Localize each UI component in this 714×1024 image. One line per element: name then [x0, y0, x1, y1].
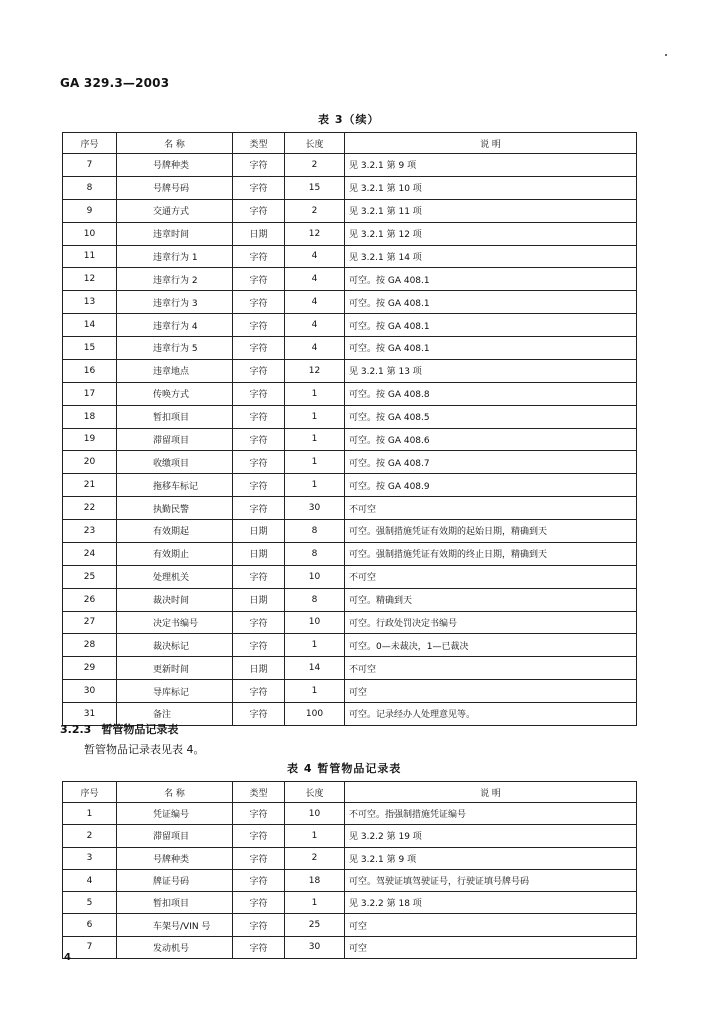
table-row — [63, 657, 637, 680]
table-row — [63, 359, 637, 382]
cell-length: 4 — [285, 337, 345, 360]
cell-length: 4 — [285, 314, 345, 337]
cell-index: 14 — [63, 314, 117, 337]
cell-name: 交通方式 — [117, 199, 233, 222]
cell-length: 1 — [285, 825, 345, 847]
table4-caption: 表 4 暂管物品记录表 — [287, 762, 402, 775]
cell-type: 字符 — [233, 680, 285, 703]
cell-name: 违章地点 — [117, 359, 233, 382]
cell-type: 字符 — [233, 428, 285, 451]
section-number: 3.2.3 — [60, 723, 92, 736]
col-header-index: 序号 — [63, 133, 117, 154]
col-header-description: 说 明 — [345, 133, 637, 154]
cell-name: 有效期止 — [117, 542, 233, 565]
cell-index: 9 — [63, 199, 117, 222]
cell-name: 有效期起 — [117, 520, 233, 543]
cell-name: 违章行为 4 — [117, 314, 233, 337]
cell-name: 裁决时间 — [117, 588, 233, 611]
table3 — [62, 132, 637, 726]
cell-name: 备注 — [117, 703, 233, 726]
cell-type: 日期 — [233, 588, 285, 611]
cell-index: 16 — [63, 359, 117, 382]
cell-length: 2 — [285, 154, 345, 177]
table-row — [63, 803, 637, 825]
table3-header-row — [63, 133, 637, 154]
cell-name: 裁决标记 — [117, 634, 233, 657]
cell-name: 号牌种类 — [117, 847, 233, 869]
col-header-length: 长度 — [285, 782, 345, 803]
col-header-description: 说 明 — [345, 782, 637, 803]
table-row — [63, 337, 637, 360]
cell-index: 30 — [63, 680, 117, 703]
cell-type: 字符 — [233, 382, 285, 405]
cell-description: 不可空 — [345, 565, 637, 588]
cell-length: 4 — [285, 268, 345, 291]
cell-length: 1 — [285, 451, 345, 474]
speck — [665, 54, 667, 56]
cell-description: 见 3.2.1 第 14 项 — [345, 245, 637, 268]
cell-description: 见 3.2.2 第 19 项 — [345, 825, 637, 847]
cell-description: 见 3.2.1 第 11 项 — [345, 199, 637, 222]
cell-name: 处理机关 — [117, 565, 233, 588]
col-header-length: 长度 — [285, 133, 345, 154]
table-row — [63, 451, 637, 474]
cell-index: 12 — [63, 268, 117, 291]
cell-index: 21 — [63, 474, 117, 497]
cell-type: 字符 — [233, 176, 285, 199]
cell-index: 3 — [63, 847, 117, 869]
table-row — [63, 497, 637, 520]
cell-type: 日期 — [233, 542, 285, 565]
table-row — [63, 680, 637, 703]
cell-name: 发动机号 — [117, 936, 233, 958]
cell-length: 1 — [285, 474, 345, 497]
cell-name: 暂扣项目 — [117, 405, 233, 428]
section-intro: 暂管物品记录表见表 4。 — [84, 743, 205, 756]
cell-description: 可空。按 GA 408.8 — [345, 382, 637, 405]
table-row — [63, 542, 637, 565]
table-row — [63, 176, 637, 199]
cell-index: 18 — [63, 405, 117, 428]
cell-type: 日期 — [233, 222, 285, 245]
cell-index: 15 — [63, 337, 117, 360]
cell-description: 不可空 — [345, 657, 637, 680]
table-row — [63, 914, 637, 936]
cell-type: 字符 — [233, 611, 285, 634]
table-row — [63, 405, 637, 428]
cell-length: 1 — [285, 382, 345, 405]
cell-description: 可空。0—未裁决，1—已裁决 — [345, 634, 637, 657]
cell-index: 10 — [63, 222, 117, 245]
table-row — [63, 520, 637, 543]
cell-length: 2 — [285, 847, 345, 869]
cell-index: 7 — [63, 154, 117, 177]
cell-description: 不可空。指强制措施凭证编号 — [345, 803, 637, 825]
table-row — [63, 314, 637, 337]
cell-type: 字符 — [233, 291, 285, 314]
cell-description: 见 3.2.1 第 12 项 — [345, 222, 637, 245]
cell-length: 1 — [285, 405, 345, 428]
cell-description: 不可空 — [345, 497, 637, 520]
col-header-name: 名 称 — [117, 782, 233, 803]
table-row — [63, 199, 637, 222]
cell-index: 1 — [63, 803, 117, 825]
cell-description: 见 3.2.1 第 10 项 — [345, 176, 637, 199]
table-row — [63, 588, 637, 611]
cell-type: 字符 — [233, 268, 285, 291]
table-row — [63, 936, 637, 958]
cell-index: 11 — [63, 245, 117, 268]
cell-length: 10 — [285, 803, 345, 825]
cell-description: 可空。按 GA 408.1 — [345, 314, 637, 337]
cell-type: 字符 — [233, 803, 285, 825]
cell-type: 字符 — [233, 405, 285, 428]
cell-description: 可空。按 GA 408.1 — [345, 291, 637, 314]
cell-name: 号牌号码 — [117, 176, 233, 199]
cell-length: 12 — [285, 222, 345, 245]
cell-name: 决定书编号 — [117, 611, 233, 634]
cell-length: 1 — [285, 634, 345, 657]
cell-name: 拖移车标记 — [117, 474, 233, 497]
cell-index: 23 — [63, 520, 117, 543]
cell-length: 1 — [285, 892, 345, 914]
cell-description: 可空 — [345, 936, 637, 958]
table-row — [63, 268, 637, 291]
cell-type: 字符 — [233, 936, 285, 958]
cell-description: 可空。按 GA 408.7 — [345, 451, 637, 474]
table-row — [63, 869, 637, 891]
cell-length: 8 — [285, 520, 345, 543]
cell-name: 滞留项目 — [117, 428, 233, 451]
cell-description: 可空。强制措施凭证有效期的起始日期，精确到天 — [345, 520, 637, 543]
cell-length: 12 — [285, 359, 345, 382]
cell-index: 5 — [63, 892, 117, 914]
table-row — [63, 611, 637, 634]
section-title: 暂管物品记录表 — [101, 723, 179, 736]
table-row — [63, 892, 637, 914]
cell-description: 可空。记录经办人处理意见等。 — [345, 703, 637, 726]
cell-type: 字符 — [233, 565, 285, 588]
cell-length: 1 — [285, 428, 345, 451]
col-header-type: 类型 — [233, 782, 285, 803]
table-row — [63, 245, 637, 268]
cell-description: 见 3.2.1 第 13 项 — [345, 359, 637, 382]
cell-type: 字符 — [233, 199, 285, 222]
cell-length: 10 — [285, 565, 345, 588]
cell-type: 字符 — [233, 847, 285, 869]
cell-index: 29 — [63, 657, 117, 680]
table3-caption: 表 3（续） — [318, 113, 380, 126]
table4-header-row — [63, 782, 637, 803]
cell-index: 19 — [63, 428, 117, 451]
cell-name: 执勤民警 — [117, 497, 233, 520]
cell-index: 20 — [63, 451, 117, 474]
cell-type: 字符 — [233, 634, 285, 657]
table-row — [63, 474, 637, 497]
col-header-index: 序号 — [63, 782, 117, 803]
cell-name: 牌证号码 — [117, 869, 233, 891]
cell-type: 字符 — [233, 474, 285, 497]
cell-index: 31 — [63, 703, 117, 726]
cell-type: 字符 — [233, 497, 285, 520]
cell-index: 28 — [63, 634, 117, 657]
cell-description: 可空。按 GA 408.6 — [345, 428, 637, 451]
cell-name: 收缴项目 — [117, 451, 233, 474]
table4 — [62, 781, 637, 959]
cell-index: 25 — [63, 565, 117, 588]
page-number: 4 — [64, 952, 71, 963]
cell-index: 7 — [63, 936, 117, 958]
cell-name: 暂扣项目 — [117, 892, 233, 914]
table-row — [63, 154, 637, 177]
cell-length: 100 — [285, 703, 345, 726]
cell-index: 27 — [63, 611, 117, 634]
table-row — [63, 291, 637, 314]
col-header-type: 类型 — [233, 133, 285, 154]
cell-length: 15 — [285, 176, 345, 199]
cell-name: 违章行为 5 — [117, 337, 233, 360]
cell-length: 25 — [285, 914, 345, 936]
cell-length: 18 — [285, 869, 345, 891]
cell-description: 见 3.2.1 第 9 项 — [345, 847, 637, 869]
document-id: GA 329.3—2003 — [60, 76, 170, 90]
table-row — [63, 222, 637, 245]
table-row — [63, 565, 637, 588]
cell-description: 可空。精确到天 — [345, 588, 637, 611]
cell-length: 30 — [285, 936, 345, 958]
cell-name: 违章行为 1 — [117, 245, 233, 268]
cell-length: 1 — [285, 680, 345, 703]
cell-description: 见 3.2.2 第 18 项 — [345, 892, 637, 914]
cell-description: 可空 — [345, 680, 637, 703]
cell-description: 可空。按 GA 408.5 — [345, 405, 637, 428]
cell-description: 可空。驾驶证填驾驶证号，行驶证填号牌号码 — [345, 869, 637, 891]
table-row — [63, 825, 637, 847]
cell-index: 24 — [63, 542, 117, 565]
cell-length: 4 — [285, 291, 345, 314]
cell-name: 违章时间 — [117, 222, 233, 245]
cell-name: 车架号/VIN 号 — [117, 914, 233, 936]
cell-type: 字符 — [233, 892, 285, 914]
cell-description: 可空。行政处罚决定书编号 — [345, 611, 637, 634]
cell-type: 字符 — [233, 703, 285, 726]
cell-name: 号牌种类 — [117, 154, 233, 177]
cell-index: 13 — [63, 291, 117, 314]
table-row — [63, 634, 637, 657]
cell-type: 日期 — [233, 520, 285, 543]
cell-length: 14 — [285, 657, 345, 680]
section-heading — [60, 721, 178, 737]
cell-index: 8 — [63, 176, 117, 199]
cell-description: 可空。按 GA 408.1 — [345, 268, 637, 291]
cell-length: 4 — [285, 245, 345, 268]
table-row — [63, 428, 637, 451]
cell-name: 导库标记 — [117, 680, 233, 703]
cell-type: 字符 — [233, 825, 285, 847]
cell-index: 17 — [63, 382, 117, 405]
cell-type: 字符 — [233, 451, 285, 474]
cell-index: 6 — [63, 914, 117, 936]
cell-index: 2 — [63, 825, 117, 847]
cell-type: 字符 — [233, 869, 285, 891]
cell-type: 字符 — [233, 337, 285, 360]
cell-index: 22 — [63, 497, 117, 520]
cell-type: 日期 — [233, 657, 285, 680]
cell-type: 字符 — [233, 245, 285, 268]
cell-length: 8 — [285, 542, 345, 565]
cell-description: 见 3.2.1 第 9 项 — [345, 154, 637, 177]
cell-name: 违章行为 2 — [117, 268, 233, 291]
cell-description: 可空。按 GA 408.1 — [345, 337, 637, 360]
cell-length: 2 — [285, 199, 345, 222]
cell-description: 可空。强制措施凭证有效期的终止日期，精确到天 — [345, 542, 637, 565]
cell-length: 10 — [285, 611, 345, 634]
cell-length: 30 — [285, 497, 345, 520]
cell-description: 可空。按 GA 408.9 — [345, 474, 637, 497]
cell-description: 可空 — [345, 914, 637, 936]
cell-index: 4 — [63, 869, 117, 891]
cell-name: 滞留项目 — [117, 825, 233, 847]
cell-type: 字符 — [233, 154, 285, 177]
cell-name: 更新时间 — [117, 657, 233, 680]
cell-name: 违章行为 3 — [117, 291, 233, 314]
cell-type: 字符 — [233, 914, 285, 936]
table-row — [63, 847, 637, 869]
cell-type: 字符 — [233, 314, 285, 337]
cell-length: 8 — [285, 588, 345, 611]
cell-type: 字符 — [233, 359, 285, 382]
table-row — [63, 382, 637, 405]
cell-name: 凭证编号 — [117, 803, 233, 825]
cell-name: 传唤方式 — [117, 382, 233, 405]
col-header-name: 名 称 — [117, 133, 233, 154]
cell-index: 26 — [63, 588, 117, 611]
